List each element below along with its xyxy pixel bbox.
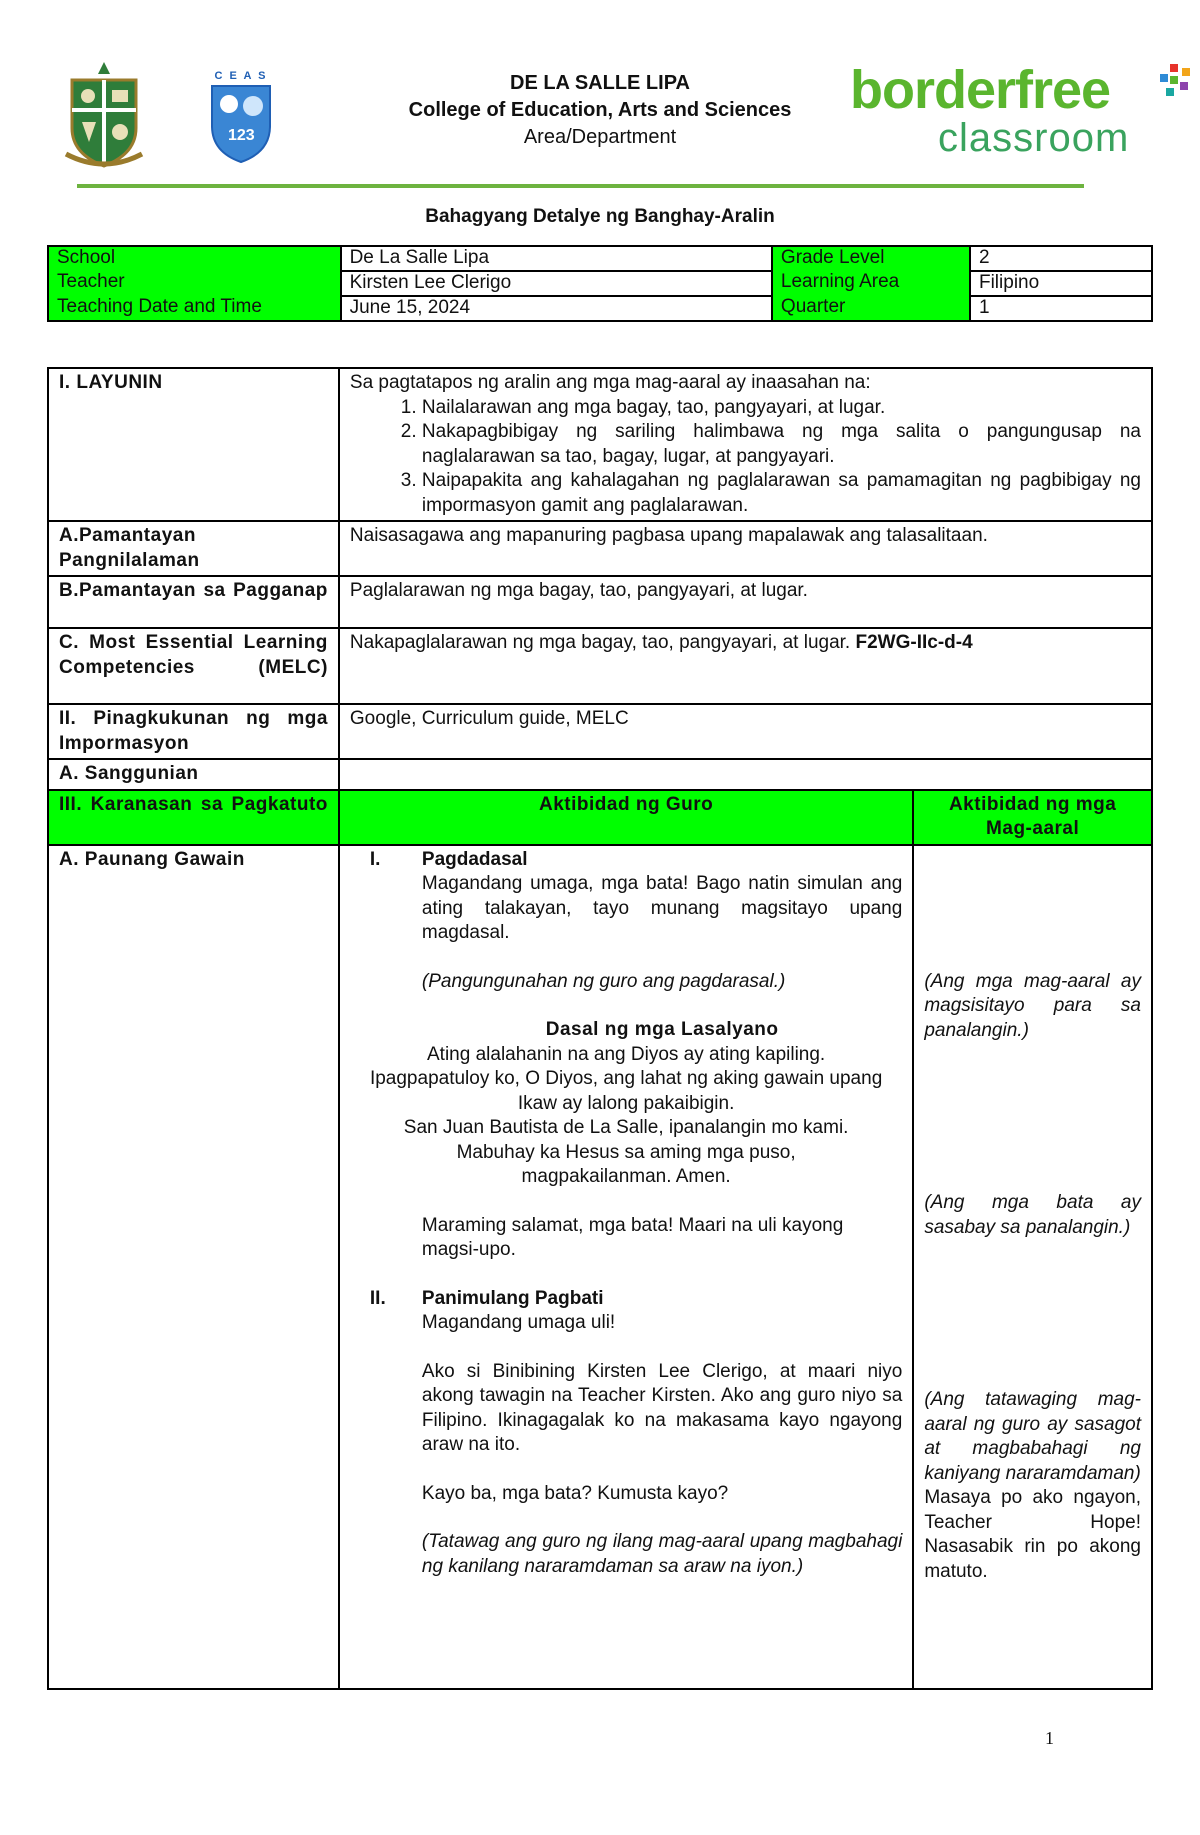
quarter-value: 1 bbox=[970, 296, 1152, 321]
area-department: Area/Department bbox=[523, 126, 677, 148]
greeting-text: Magandang umaga uli! bbox=[421, 1312, 616, 1333]
aktibidad-magaaral-header: Aktibidad ng mga Mag-aaral bbox=[913, 790, 1152, 845]
student-response: (Ang mga bata ay sasabay sa panalangin.) bbox=[924, 1192, 1141, 1238]
teacher-label: Teacher bbox=[48, 271, 341, 296]
school-value: De La Salle Lipa bbox=[341, 246, 772, 271]
objectives-list bbox=[350, 396, 1141, 519]
brand-bottom-text: classroom bbox=[938, 116, 1130, 160]
pamantayan-pagganap-row bbox=[48, 576, 1152, 628]
ceas-emblem bbox=[206, 82, 276, 164]
prayer-line: San Juan Bautista de La Salle, ipanalangin mo kami. bbox=[403, 1117, 849, 1138]
greeting-note: (Tatawag ang guro ng ilang mag-aaral upang magbahagi ng kanilang nararamdaman sa araw na iyon.) bbox=[421, 1531, 903, 1577]
teaching-date-value: June 15, 2024 bbox=[341, 296, 772, 321]
objective-item: 1. Nailalarawan ang mga bagay, tao, pangyayari, at lugar. bbox=[422, 396, 1141, 421]
prayer-line: Mabuhay ka Hesus sa aming mga puso, magpakailanman. Amen. bbox=[456, 1141, 796, 1187]
teacher-value: Kirsten Lee Clerigo bbox=[341, 271, 772, 296]
student-response: (Ang tatawaging mag-aaral ng guro ay sasagot at magbabahagi ng kaniyang nararamdaman) bbox=[924, 1389, 1141, 1484]
learning-area-value: Filipino bbox=[970, 271, 1152, 296]
brand-dots-icon bbox=[1156, 64, 1192, 100]
paunang-gawain-label: A. Paunang Gawain bbox=[48, 845, 339, 1689]
info-row bbox=[48, 296, 1152, 321]
objective-item: 3. Naipapakita ang kahalagahan ng paglalarawan sa pamamagitan ng pagbibigay ng impormasyon gamit ang paglalarawan. bbox=[422, 469, 1141, 518]
pamantayan-pagganap-value: Paglalarawan ng mga bagay, tao, pangyayari, at lugar. bbox=[339, 576, 1152, 628]
lesson-plan-table bbox=[47, 367, 1153, 1690]
info-table bbox=[47, 245, 1153, 322]
sanggunian-label: A. Sanggunian bbox=[48, 759, 339, 790]
teacher-introduction: Ako si Binibining Kirsten Lee Clerigo, at maari niyo akong tawagin na Teacher Kirsten. Ako ang guro niyo sa Filipino. Ikinagagalak ko na makasama kayo ngayong araw na ito. bbox=[421, 1360, 903, 1455]
melc-row bbox=[48, 628, 1152, 704]
institution-name: DE LA SALLE LIPA bbox=[510, 72, 690, 94]
document-title: Bahagyang Detalye ng Banghay-Aralin bbox=[425, 206, 775, 227]
prayer-close: Maraming salamat, mga bata! Maari na uli kayong magsi-upo. bbox=[421, 1214, 844, 1260]
school-label: School bbox=[48, 246, 341, 271]
pinagkukunan-label: II. Pinagkukunan ng mga Impormasyon bbox=[48, 704, 339, 759]
section-title: Panimulang Pagbati bbox=[421, 1287, 604, 1309]
section-number: I. bbox=[369, 848, 381, 870]
pinagkukunan-row bbox=[48, 704, 1152, 759]
greeting-question: Kayo ba, mga bata? Kumusta kayo? bbox=[421, 1482, 729, 1504]
pamantayan-pangnilalaman-value: Naisasagawa ang mapanuring pagbasa upang mapalawak ang talasalitaan. bbox=[339, 521, 1152, 576]
brand-top-text: borderfree bbox=[850, 60, 1111, 120]
teaching-date-label: Teaching Date and Time bbox=[48, 296, 341, 321]
grade-level-value: 2 bbox=[970, 246, 1152, 271]
melc-code: F2WG-IIc-d-4 bbox=[855, 632, 973, 653]
melc-value: Nakapaglalarawan ng mga bagay, tao, pangyayari, at lugar. bbox=[349, 632, 851, 653]
college-name: College of Education, Arts and Sciences bbox=[408, 99, 792, 121]
info-row bbox=[48, 271, 1152, 296]
grade-level-label: Grade Level bbox=[772, 246, 970, 271]
melc-content bbox=[339, 628, 1152, 704]
svg-text:123: 123 bbox=[228, 127, 255, 144]
ceas-text: C E A S bbox=[214, 70, 268, 82]
aktibidad-guro-header: Aktibidad ng Guro bbox=[339, 790, 913, 845]
paunang-gawain-row bbox=[48, 845, 1152, 1689]
karanasan-label: III. Karanasan sa Pagkatuto bbox=[48, 790, 339, 845]
prayer-note: (Pangungunahan ng guro ang pagdarasal.) bbox=[421, 970, 786, 992]
melc-label: C. Most Essential Learning Competencies (MELC) bbox=[48, 628, 339, 704]
student-response: (Ang mga mag-aaral ay magsisitayo para sa panalangin.) bbox=[924, 970, 1141, 1041]
info-row bbox=[48, 246, 1152, 271]
learning-area-label: Learning Area bbox=[772, 271, 970, 296]
student-activity bbox=[913, 845, 1152, 1689]
teacher-activity bbox=[339, 845, 913, 1689]
student-response: Masaya po ako ngayon, Teacher Hope! Nasasabik rin po akong matuto. bbox=[924, 1487, 1141, 1582]
objective-item: 2. Nakapagbibigay ng sariling halimbawa ng mga salita o pangungusap na naglalarawan sa tao, bagay, lugar, at pangyayari. bbox=[422, 420, 1141, 469]
pamantayan-pangnilalaman-row bbox=[48, 521, 1152, 576]
prayer-line: Ating alalahanin na ang Diyos ay ating kapiling. bbox=[427, 1043, 826, 1065]
header-rule bbox=[77, 184, 1084, 188]
prayer-intro: Magandang umaga, mga bata! Bago natin simulan ang ating talakayan, tayo munang magsitayo upang magdasal. bbox=[421, 873, 903, 943]
karanasan-header-row bbox=[48, 790, 1152, 845]
sanggunian-row bbox=[48, 759, 1152, 790]
dlsl-seal-logo bbox=[62, 58, 146, 170]
page-number: 1 bbox=[1045, 1728, 1054, 1748]
layunin-row bbox=[48, 368, 1152, 521]
ceas-logo bbox=[206, 70, 276, 166]
borderfree-classroom-logo bbox=[850, 62, 1190, 162]
section-title: Pagdadasal bbox=[421, 848, 528, 870]
section-heading bbox=[350, 1287, 902, 1312]
section-number: II. bbox=[369, 1287, 386, 1309]
layunin-label: I. LAYUNIN bbox=[48, 368, 339, 521]
pamantayan-pagganap-label: B.Pamantayan sa Pagganap bbox=[48, 576, 339, 628]
prayer-title: Dasal ng mga Lasalyano bbox=[545, 1019, 779, 1040]
sanggunian-value bbox=[339, 759, 1152, 790]
pinagkukunan-value: Google, Curriculum guide, MELC bbox=[339, 704, 1152, 759]
quarter-label: Quarter bbox=[772, 296, 970, 321]
prayer-line: Ipagpapatuloy ko, O Diyos, ang lahat ng aking gawain upang Ikaw ay lalong pakaibigin. bbox=[369, 1068, 883, 1114]
layunin-content bbox=[339, 368, 1152, 521]
institution-header bbox=[360, 70, 840, 151]
section-heading bbox=[350, 848, 902, 873]
layunin-intro: Sa pagtatapos ng aralin ang mga mag-aaral ay inaasahan na: bbox=[349, 372, 871, 393]
pamantayan-pangnilalaman-label: A.Pamantayan Pangnilalaman bbox=[48, 521, 339, 576]
